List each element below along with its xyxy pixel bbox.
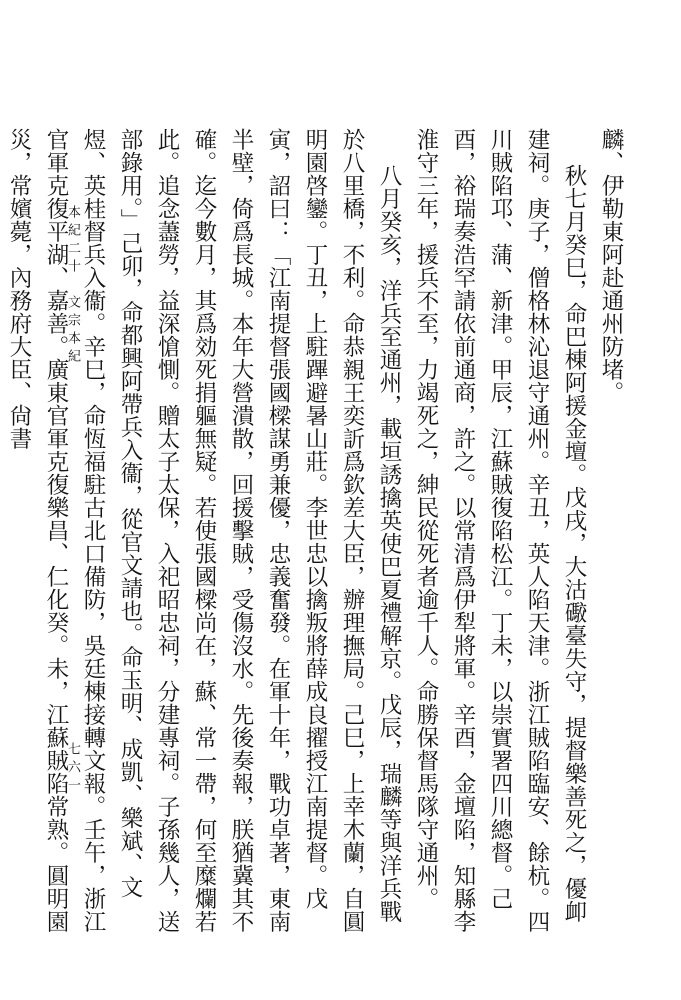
text-paragraph-3: 八月癸亥，洋兵至通州，載垣誘擒英使巴夏禮解京。戊辰，瑞麟等與洋兵戰於八里橋，不利。命恭親王奕訢爲欽差大臣，辦理撫局。己巳，上幸木蘭，自圓明園啓鑾。丁丑，上駐蹕避暑山莊。李世忠以擒叛將薛成良擢授江南提督。戊寅，詔曰：「江南提督張國樑謀勇兼優，忠義奮發。在軍十年，戰功卓著，東南半壁，倚爲長城。本年大營潰散，回援擊賊，受傷沒水。先後奏報，朕猶冀其不確。迄今數月，其爲効死捐軀無疑。若使張國樑尚在，蘇、常一帶，何至糜爛若此。追念藎勞，益深愴惻。贈太子太保，入祀昭忠祠，分建專祠。子孫幾人，送部錄用。」己卯，命都興阿帶兵入衞，從官文請也。命玉明、成凱、樂斌、文煜、英桂督兵入衞。辛巳，命恆福駐古北口備防，吳廷棟接轉文報。壬午，浙江官軍克復平湖、嘉善。廣東官軍克復樂昌、仁化癸。未，江蘇賊陷常熟。圓明園災，常嬪薨，內務府大臣、尙書 <box>6 128 402 933</box>
page-number: 七六一 <box>65 742 80 796</box>
text-paragraph-1: 麟、伊勒東阿赴通州防堵。 <box>598 128 624 404</box>
text-paragraph-2: 秋七月癸巳，命巴棟阿援金壇。戊戌，大沽礮臺失守，提督樂善死之，優卹建祠。庚子，僧格林沁退守通州。辛丑，英人陷天津。浙江賊陷臨安、餘杭。四川賊陷邛、蒲、新津。甲辰，江蘇賊復陷松江。丁未，以崇實署四川總督。己酉，裕瑞奏浩罕請依前通商，許之。以常清爲伊犁將軍。辛酉，金壇陷，知縣李淮守三年，援兵不至，力竭死之，紳民從死者逾千人。命勝保督馬隊守通州。 <box>413 128 587 933</box>
running-head: 本紀二十 文宗本紀 <box>65 205 80 367</box>
